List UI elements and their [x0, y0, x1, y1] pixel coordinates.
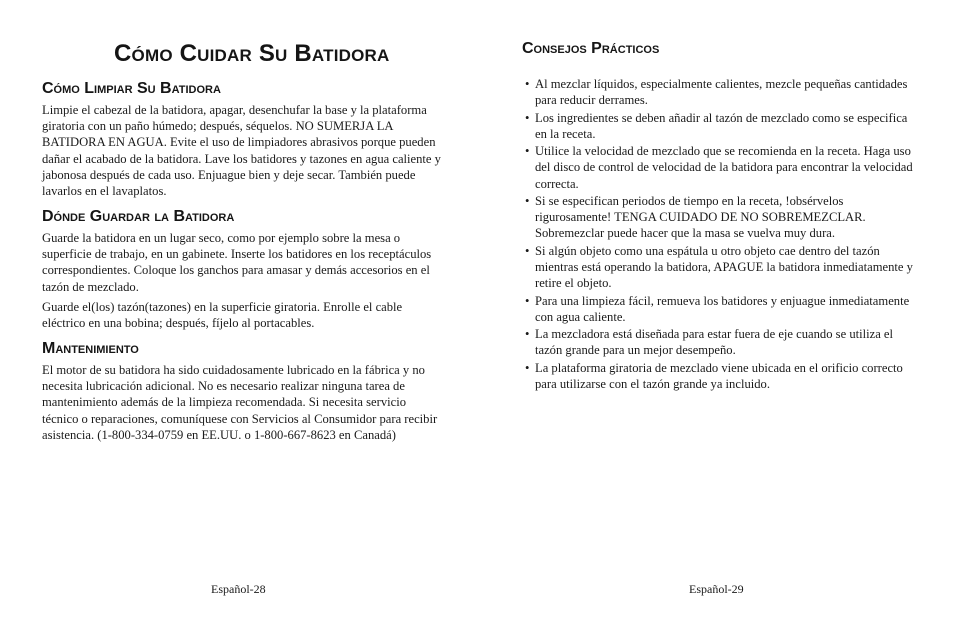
bullet-icon: •: [525, 77, 530, 91]
list-item: [522, 193, 914, 242]
left-page: [42, 0, 442, 618]
bullet-icon: •: [525, 360, 530, 375]
section-cleaning: [42, 80, 442, 199]
cleaning-paragraph: Limpie el cabezal de la batidora, apagar, desenchufar la base y la plataforma giratoria con un paño húmedo; después, séquelos. NO SUMERJA LA BATIDORA EN AGUA. Evite el uso de limpiadores abrasivos porque pueden dañar el acabado de la batidora. Lave los batidores y tazones en agua caliente y jabonosa después de cada uso. Enjuague bien y deje secar. También puede lavarlos en el lavaplatos.: [42, 103, 441, 199]
tips-list: [522, 76, 914, 393]
list-item: [522, 243, 914, 292]
page-number-left: Español-28: [211, 582, 266, 596]
section-heading-cleaning: Cómo Limpiar Su Batidora: [42, 80, 221, 97]
tip-text: Si algún objeto como una espátula u otro objeto cae dentro del tazón mientras está operando la batidora, APAGUE la batidora inmediatamente y retire el objeto.: [535, 243, 913, 291]
section-storage: [42, 208, 442, 331]
storage-paragraph-1: Guarde la batidora en un lugar seco, como por ejemplo sobre la mesa o superficie de trabajo, en un gabinete. Inserte los batidores en los receptáculos correspondientes. Coloque los ganchos para amasar y demás accesorios en el tazón de mezclado.: [42, 231, 432, 294]
tips-heading: Consejos Prácticos: [522, 40, 660, 57]
tip-text: Utilice la velocidad de mezclado que se recomienda en la receta. Haga uso del disco de control de velocidad de la batidora para encontrar la velocidad correcta.: [535, 144, 913, 191]
section-maintenance: [42, 340, 442, 443]
bullet-icon: •: [525, 193, 530, 208]
list-item: [522, 110, 914, 142]
tip-text: La mezcladora está diseñada para estar fuera de eje cuando se utiliza el tazón grande para un mejor desempeño.: [535, 327, 894, 358]
list-item: [522, 76, 914, 108]
bullet-icon: •: [525, 327, 530, 342]
page-number-right: Español-29: [689, 582, 744, 596]
list-item: [522, 293, 914, 325]
list-item: [522, 143, 914, 192]
list-item: [522, 360, 914, 392]
bullet-icon: •: [525, 144, 530, 159]
bullet-icon: •: [525, 110, 530, 125]
tip-text: Los ingredientes se deben añadir al tazón de mezclado como se especifica en la receta.: [535, 110, 908, 141]
bullet-icon: •: [525, 293, 530, 308]
maintenance-paragraph: El motor de su batidora ha sido cuidadosamente lubricado en la fábrica y no necesita lubricación adicional. No es necesario realizar ninguna tarea de mantenimiento además de la limpieza recomendada. Si necesita servicio técnico o reparaciones, comuníquese con Servicios al Consumidor para recibir asistencia. (1-800-334-0759 en EE.UU. o 1-800-667-8623 en Canadá): [42, 363, 438, 442]
right-page: [522, 0, 914, 618]
section-heading-maintenance: Mantenimiento: [42, 340, 139, 357]
list-item: [522, 326, 914, 358]
page-title: Cómo Cuidar Su Batidora: [114, 40, 390, 67]
tip-text: La plataforma giratoria de mezclado viene ubicada en el orificio correcto para utilizarse con el tazón grande ya incluido.: [535, 360, 903, 391]
section-heading-storage: Dónde Guardar la Batidora: [42, 208, 235, 225]
storage-paragraph-2: Guarde el(los) tazón(tazones) en la superficie giratoria. Enrolle el cable eléctrico en una bobina; después, fíjelo al portacables.: [42, 299, 403, 331]
tip-text: Al mezclar líquidos, especialmente calientes, mezcle pequeñas cantidades para reducir derrames.: [535, 77, 908, 108]
tip-text: Si se especifican periodos de tiempo en la receta, !obsérvelos rigurosamente! TENGA CUIDADO DE NO SOBREMEZCLAR. Sobremezclar puede hacer que la masa se vuelva muy dura.: [535, 193, 866, 241]
tip-text: Para una limpieza fácil, remueva los batidores y enjuague inmediatamente con agua caliente.: [535, 293, 910, 324]
bullet-icon: •: [525, 243, 530, 258]
